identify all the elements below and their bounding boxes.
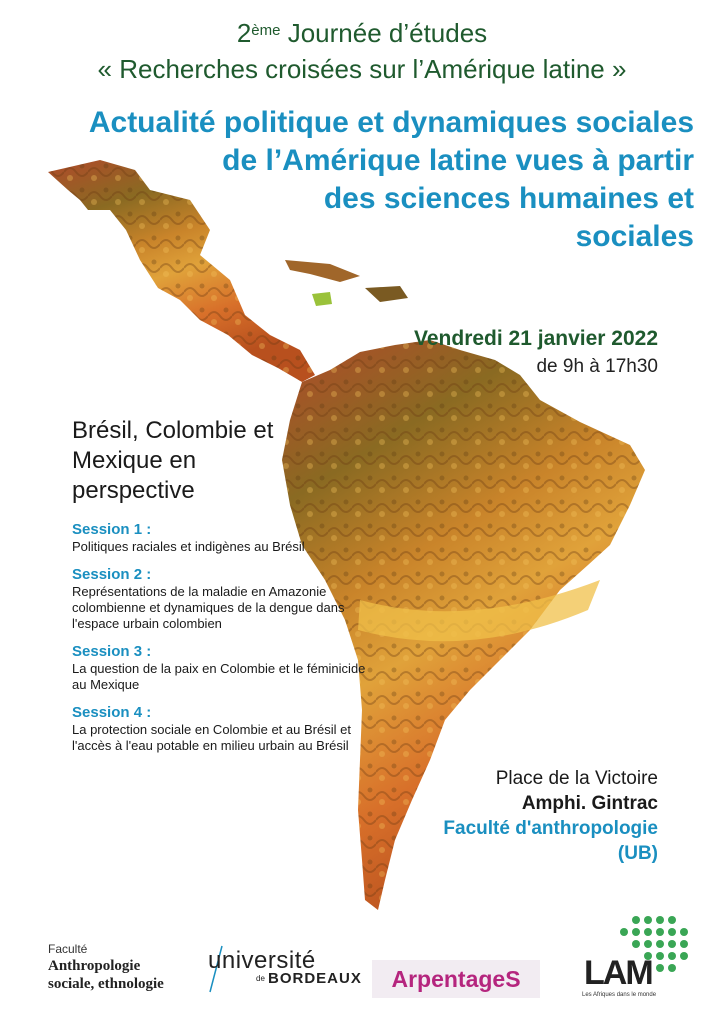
caribbean-island-jamaica xyxy=(312,292,332,306)
series-title: « Recherches croisées sur l’Amérique latine » xyxy=(97,54,627,84)
faculty-logo-line: Anthropologie xyxy=(48,958,141,974)
session-item xyxy=(72,703,372,754)
faculty-logo xyxy=(48,942,164,993)
event-date: Vendredi 21 janvier 2022 xyxy=(414,327,658,350)
ub-wordmark: université xyxy=(208,947,316,974)
faculty-logo-label: Faculté xyxy=(48,942,88,956)
session-title: Session 4 : xyxy=(72,704,152,721)
main-title-line: sociales xyxy=(575,220,694,253)
edition-number: 2 xyxy=(236,18,252,48)
ub-de: de xyxy=(256,974,265,983)
universite-bordeaux-logo xyxy=(196,944,362,994)
event-hours: de 9h à 17h30 xyxy=(536,356,658,377)
subtitle: Brésil, Colombie et Mexique en perspective xyxy=(72,417,274,504)
faculty-logo-line: sociale, ethnologie xyxy=(48,976,164,992)
session-list xyxy=(72,520,372,764)
lam-wordmark: LAM xyxy=(584,954,652,992)
venue-room: Amphi. Gintrac xyxy=(521,793,658,814)
edition-label: Journée d’études xyxy=(280,18,488,48)
main-title-line: de l’Amérique latine vues à partir xyxy=(222,144,694,177)
caribbean-island-cuba xyxy=(285,260,360,282)
arpentages-logo: ArpentageS xyxy=(372,960,540,998)
event-edition-heading xyxy=(0,18,724,48)
session-description: La protection sociale en Colombie et au Brésil et l'accès à l'eau potable en milieu urbain au Brésil xyxy=(72,722,351,753)
session-item xyxy=(72,642,372,693)
venue-square: Place de la Victoire xyxy=(495,768,658,789)
lam-logo xyxy=(580,912,700,1002)
venue-block xyxy=(428,766,658,866)
session-item xyxy=(72,520,372,555)
session-description: Représentations de la maladie en Amazonie colombienne et dynamiques de la dengue dans l'espace urbain colombien xyxy=(72,584,345,631)
main-title-line: des sciences humaines et xyxy=(323,182,694,215)
session-item xyxy=(72,565,372,632)
session-title: Session 1 : xyxy=(72,521,152,538)
session-title: Session 3 : xyxy=(72,643,152,660)
caribbean-island-hispaniola xyxy=(365,286,408,302)
ub-city: BORDEAUX xyxy=(268,970,362,987)
session-description: Politiques raciales et indigènes au Brésil xyxy=(72,539,305,554)
edition-suffix: ème xyxy=(251,22,281,39)
main-title-line: Actualité politique et dynamiques sociales xyxy=(88,106,694,139)
session-description: La question de la paix en Colombie et le féminicide au Mexique xyxy=(72,661,366,692)
main-title xyxy=(14,104,694,256)
lam-tagline: Les Afriques dans le monde xyxy=(582,992,657,998)
venue-faculty: Faculté d'anthropologie (UB) xyxy=(443,818,658,864)
session-title: Session 2 : xyxy=(72,566,152,583)
